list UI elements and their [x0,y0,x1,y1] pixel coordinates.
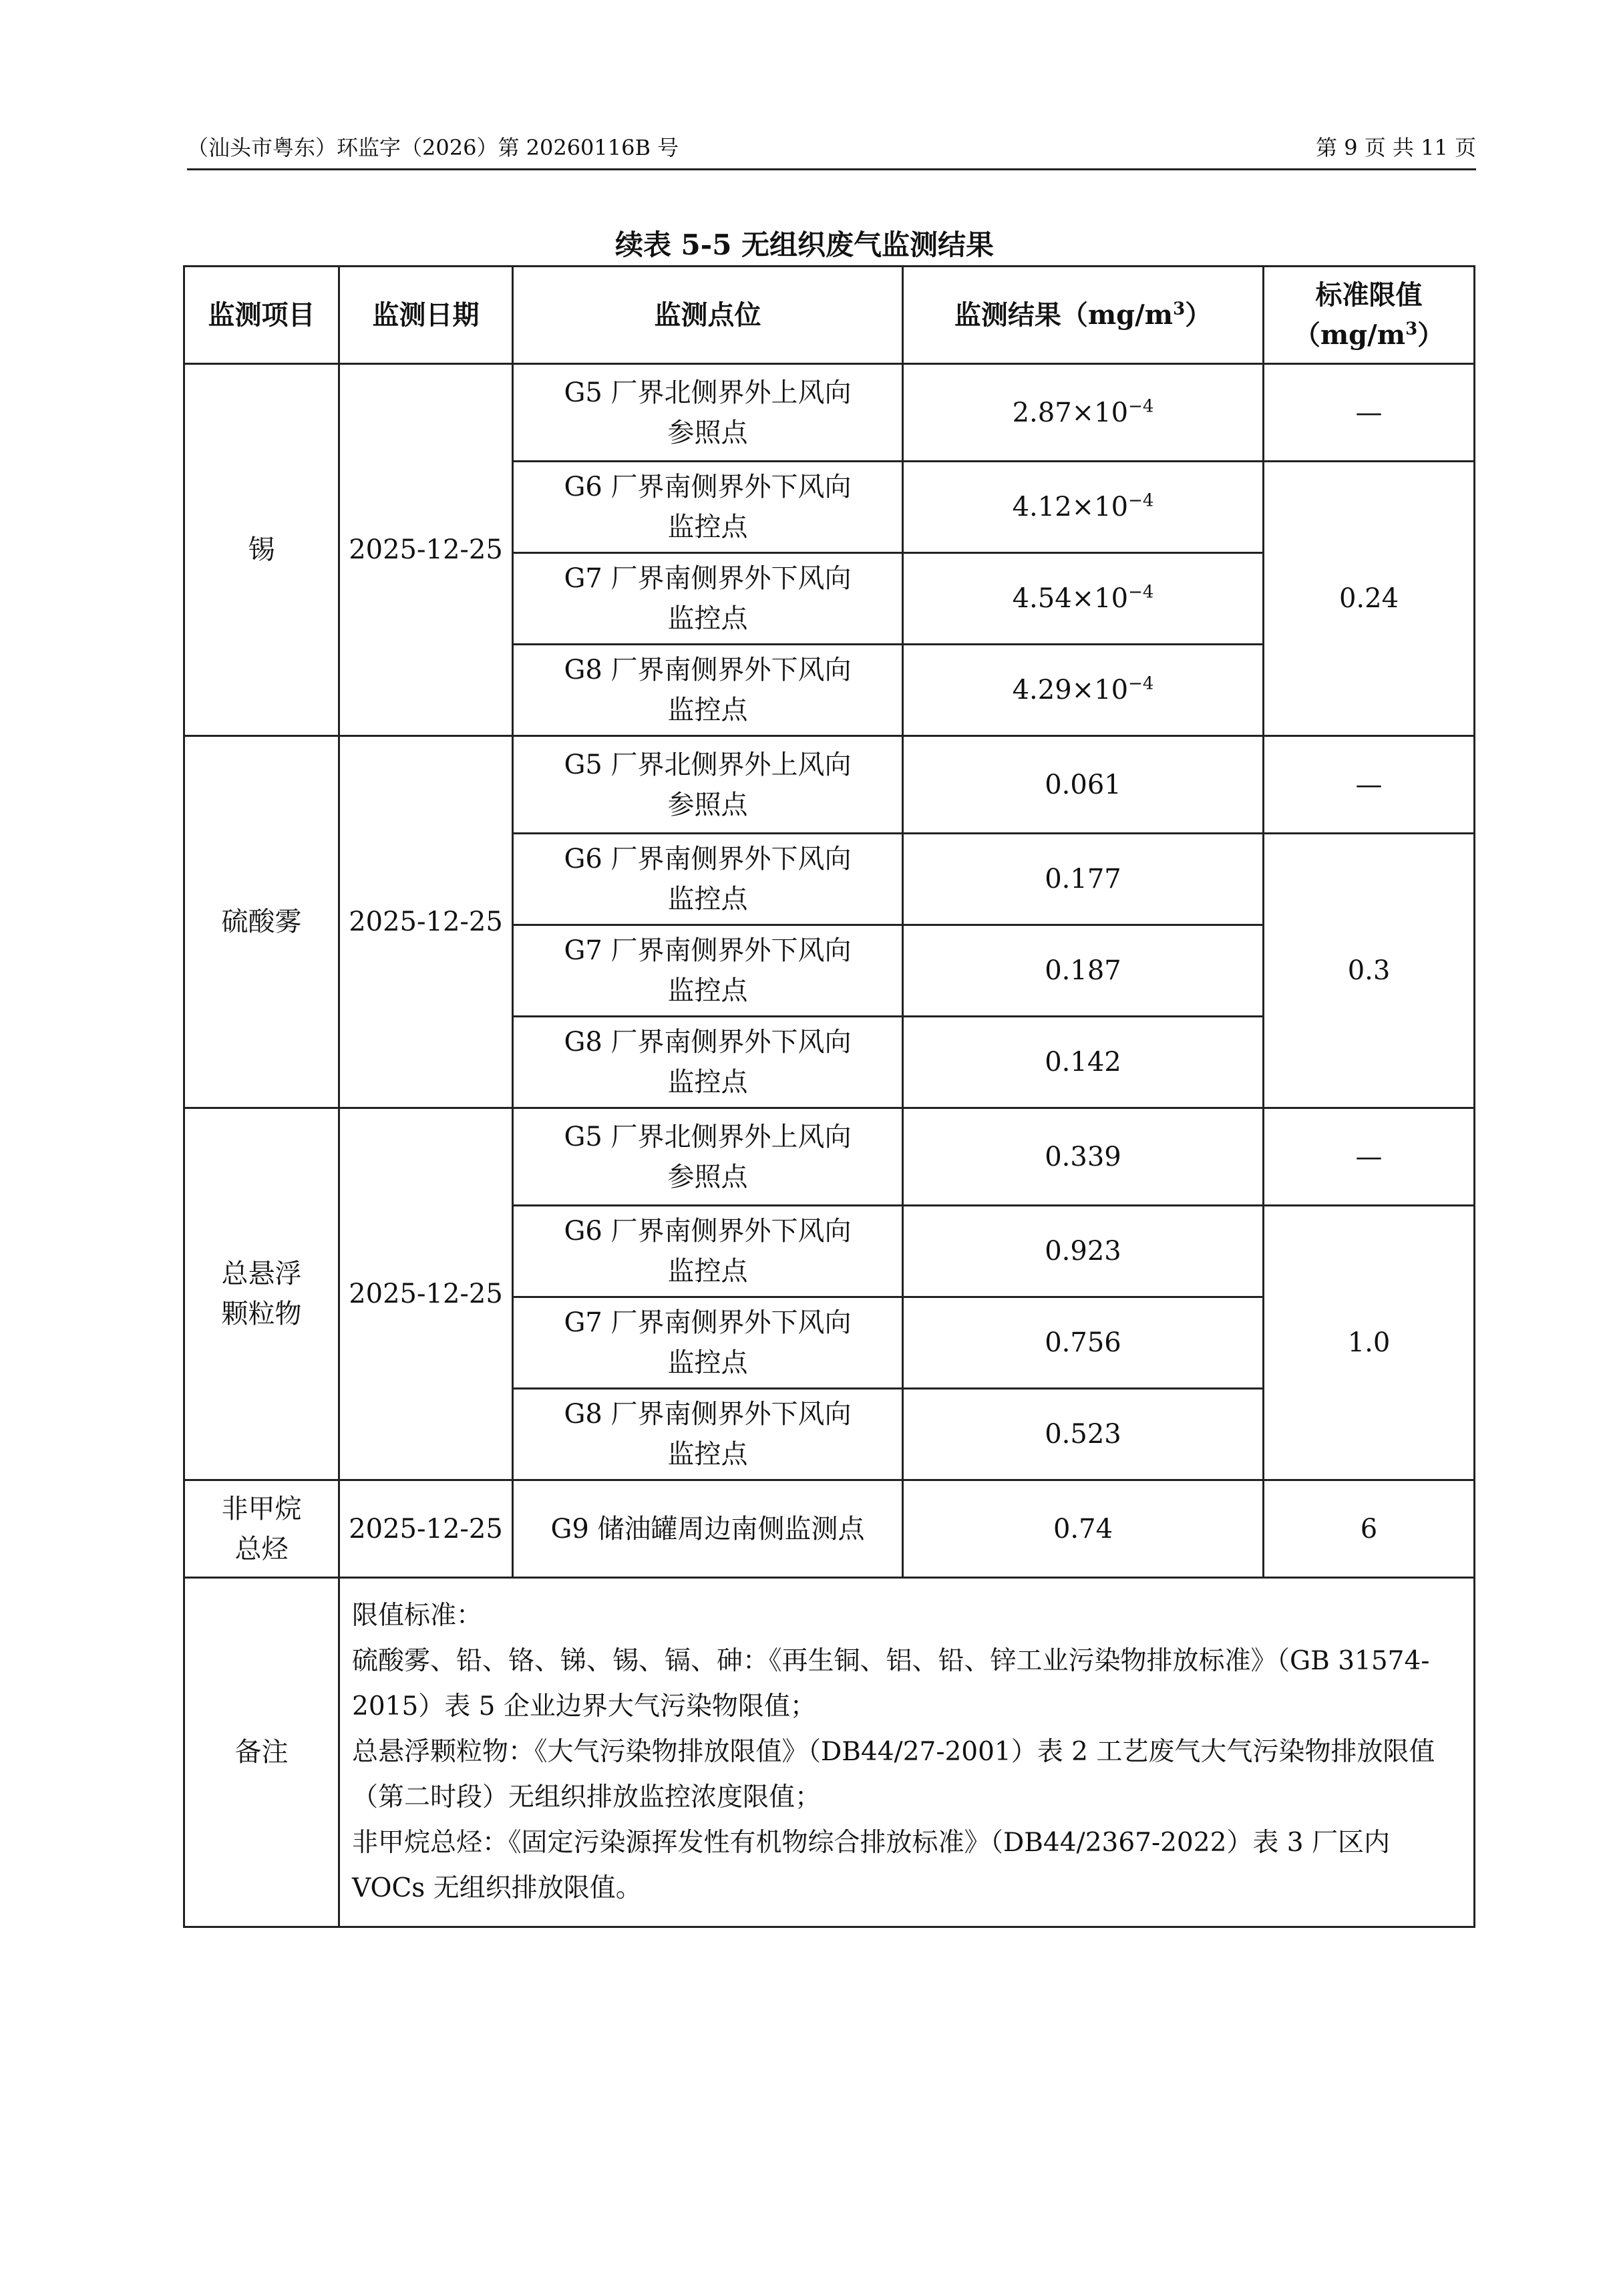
table-row [184,1480,1475,1578]
result-cell: 0.339 [903,1108,1264,1206]
remarks-line: 限值标准： [352,1601,483,1631]
date-cell: 2025-12-25 [339,1108,513,1480]
table-row [184,1108,1475,1206]
result-cell: 0.756 [903,1297,1264,1389]
table-row [184,736,1475,834]
point-cell: G5 厂界北侧界外上风向 参照点 [513,364,903,462]
point-cell: G6 厂界南侧界外下风向 监控点 [513,1206,903,1297]
result-cell: $4.54\times 10^{-4}$ [903,553,1264,645]
item-cell: 硫酸雾 [184,736,339,1108]
page-header [187,131,1476,170]
date-cell: 2025-12-25 [339,1480,513,1578]
result-cell: $2.87\times 10^{-4}$ [903,364,1264,462]
table-row [184,364,1475,462]
point-cell: G6 厂界南侧界外下风向 监控点 [513,834,903,925]
result-cell: 0.177 [903,834,1264,925]
remarks-line: 非甲烷总烃：《固定污染源挥发性有机物综合排放标准》（DB44/2367-2022）表 3 厂区内 VOCs 无组织排放限值。 [352,1828,1390,1903]
item-cell: 总悬浮 颗粒物 [184,1108,339,1480]
remarks-line: 硫酸雾、铅、铬、锑、锡、镉、砷：《再生铜、铝、铅、锌工业污染物排放标准》（GB 31574-2015）表 5 企业边界大气污染物限值； [352,1646,1430,1721]
point-cell: G7 厂界南侧界外下风向 监控点 [513,1297,903,1389]
header-date: 监测日期 [339,267,513,364]
result-cell: 0.061 [903,736,1264,834]
header-result: 监测结果$(mg/m^3)$ [903,267,1264,364]
result-cell: 0.142 [903,1017,1264,1108]
document-number: （汕头市粤东）环监字（2026）第 20260116B 号 [187,135,679,160]
result-cell: 0.523 [903,1389,1264,1480]
limit-cell: 0.3 [1264,834,1475,1108]
result-cell: 0.74 [903,1480,1264,1578]
page-info: 第 9 页 共 11 页 [1316,135,1476,160]
point-cell: G6 厂界南侧界外下风向 监控点 [513,462,903,553]
limit-cell: 1.0 [1264,1206,1475,1480]
result-cell: $4.29\times 10^{-4}$ [903,645,1264,736]
remarks-label: 备注 [184,1578,339,1927]
table-header-row [184,267,1475,364]
remarks-line: 总悬浮颗粒物：《大气污染物排放限值》（DB44/27-2001）表 2 工艺废气大气污染物排放限值（第二时段）无组织排放监控浓度限值； [352,1737,1435,1812]
point-cell: G9 储油罐周边南侧监测点 [513,1480,903,1578]
result-cell: 0.187 [903,925,1264,1017]
item-cell: 锡 [184,364,339,736]
remarks-row [184,1578,1475,1927]
result-cell: $4.12\times 10^{-4}$ [903,462,1264,553]
point-cell: G5 厂界北侧界外上风向 参照点 [513,1108,903,1206]
limit-cell: — [1264,1108,1475,1206]
monitoring-results-table [183,265,1475,1928]
date-cell: 2025-12-25 [339,364,513,736]
table-title: 续表 5-5 无组织废气监测结果 [614,228,995,261]
point-cell: G8 厂界南侧界外下风向 监控点 [513,1017,903,1108]
point-cell: G8 厂界南侧界外下风向 监控点 [513,645,903,736]
item-cell: 非甲烷 总烃 [184,1480,339,1578]
point-cell: G5 厂界北侧界外上风向 参照点 [513,736,903,834]
header-point: 监测点位 [513,267,903,364]
limit-cell: — [1264,364,1475,462]
result-cell: 0.923 [903,1206,1264,1297]
point-cell: G7 厂界南侧界外下风向 监控点 [513,553,903,645]
limit-cell: — [1264,736,1475,834]
header-item: 监测项目 [184,267,339,364]
date-cell: 2025-12-25 [339,736,513,1108]
limit-cell: 0.24 [1264,462,1475,736]
point-cell: G7 厂界南侧界外下风向 监控点 [513,925,903,1017]
limit-cell: 6 [1264,1480,1475,1578]
header-limit: 标准限值 $(mg/m^3)$ [1264,267,1475,364]
point-cell: G8 厂界南侧界外下风向 监控点 [513,1389,903,1480]
remarks-body [339,1578,1475,1927]
